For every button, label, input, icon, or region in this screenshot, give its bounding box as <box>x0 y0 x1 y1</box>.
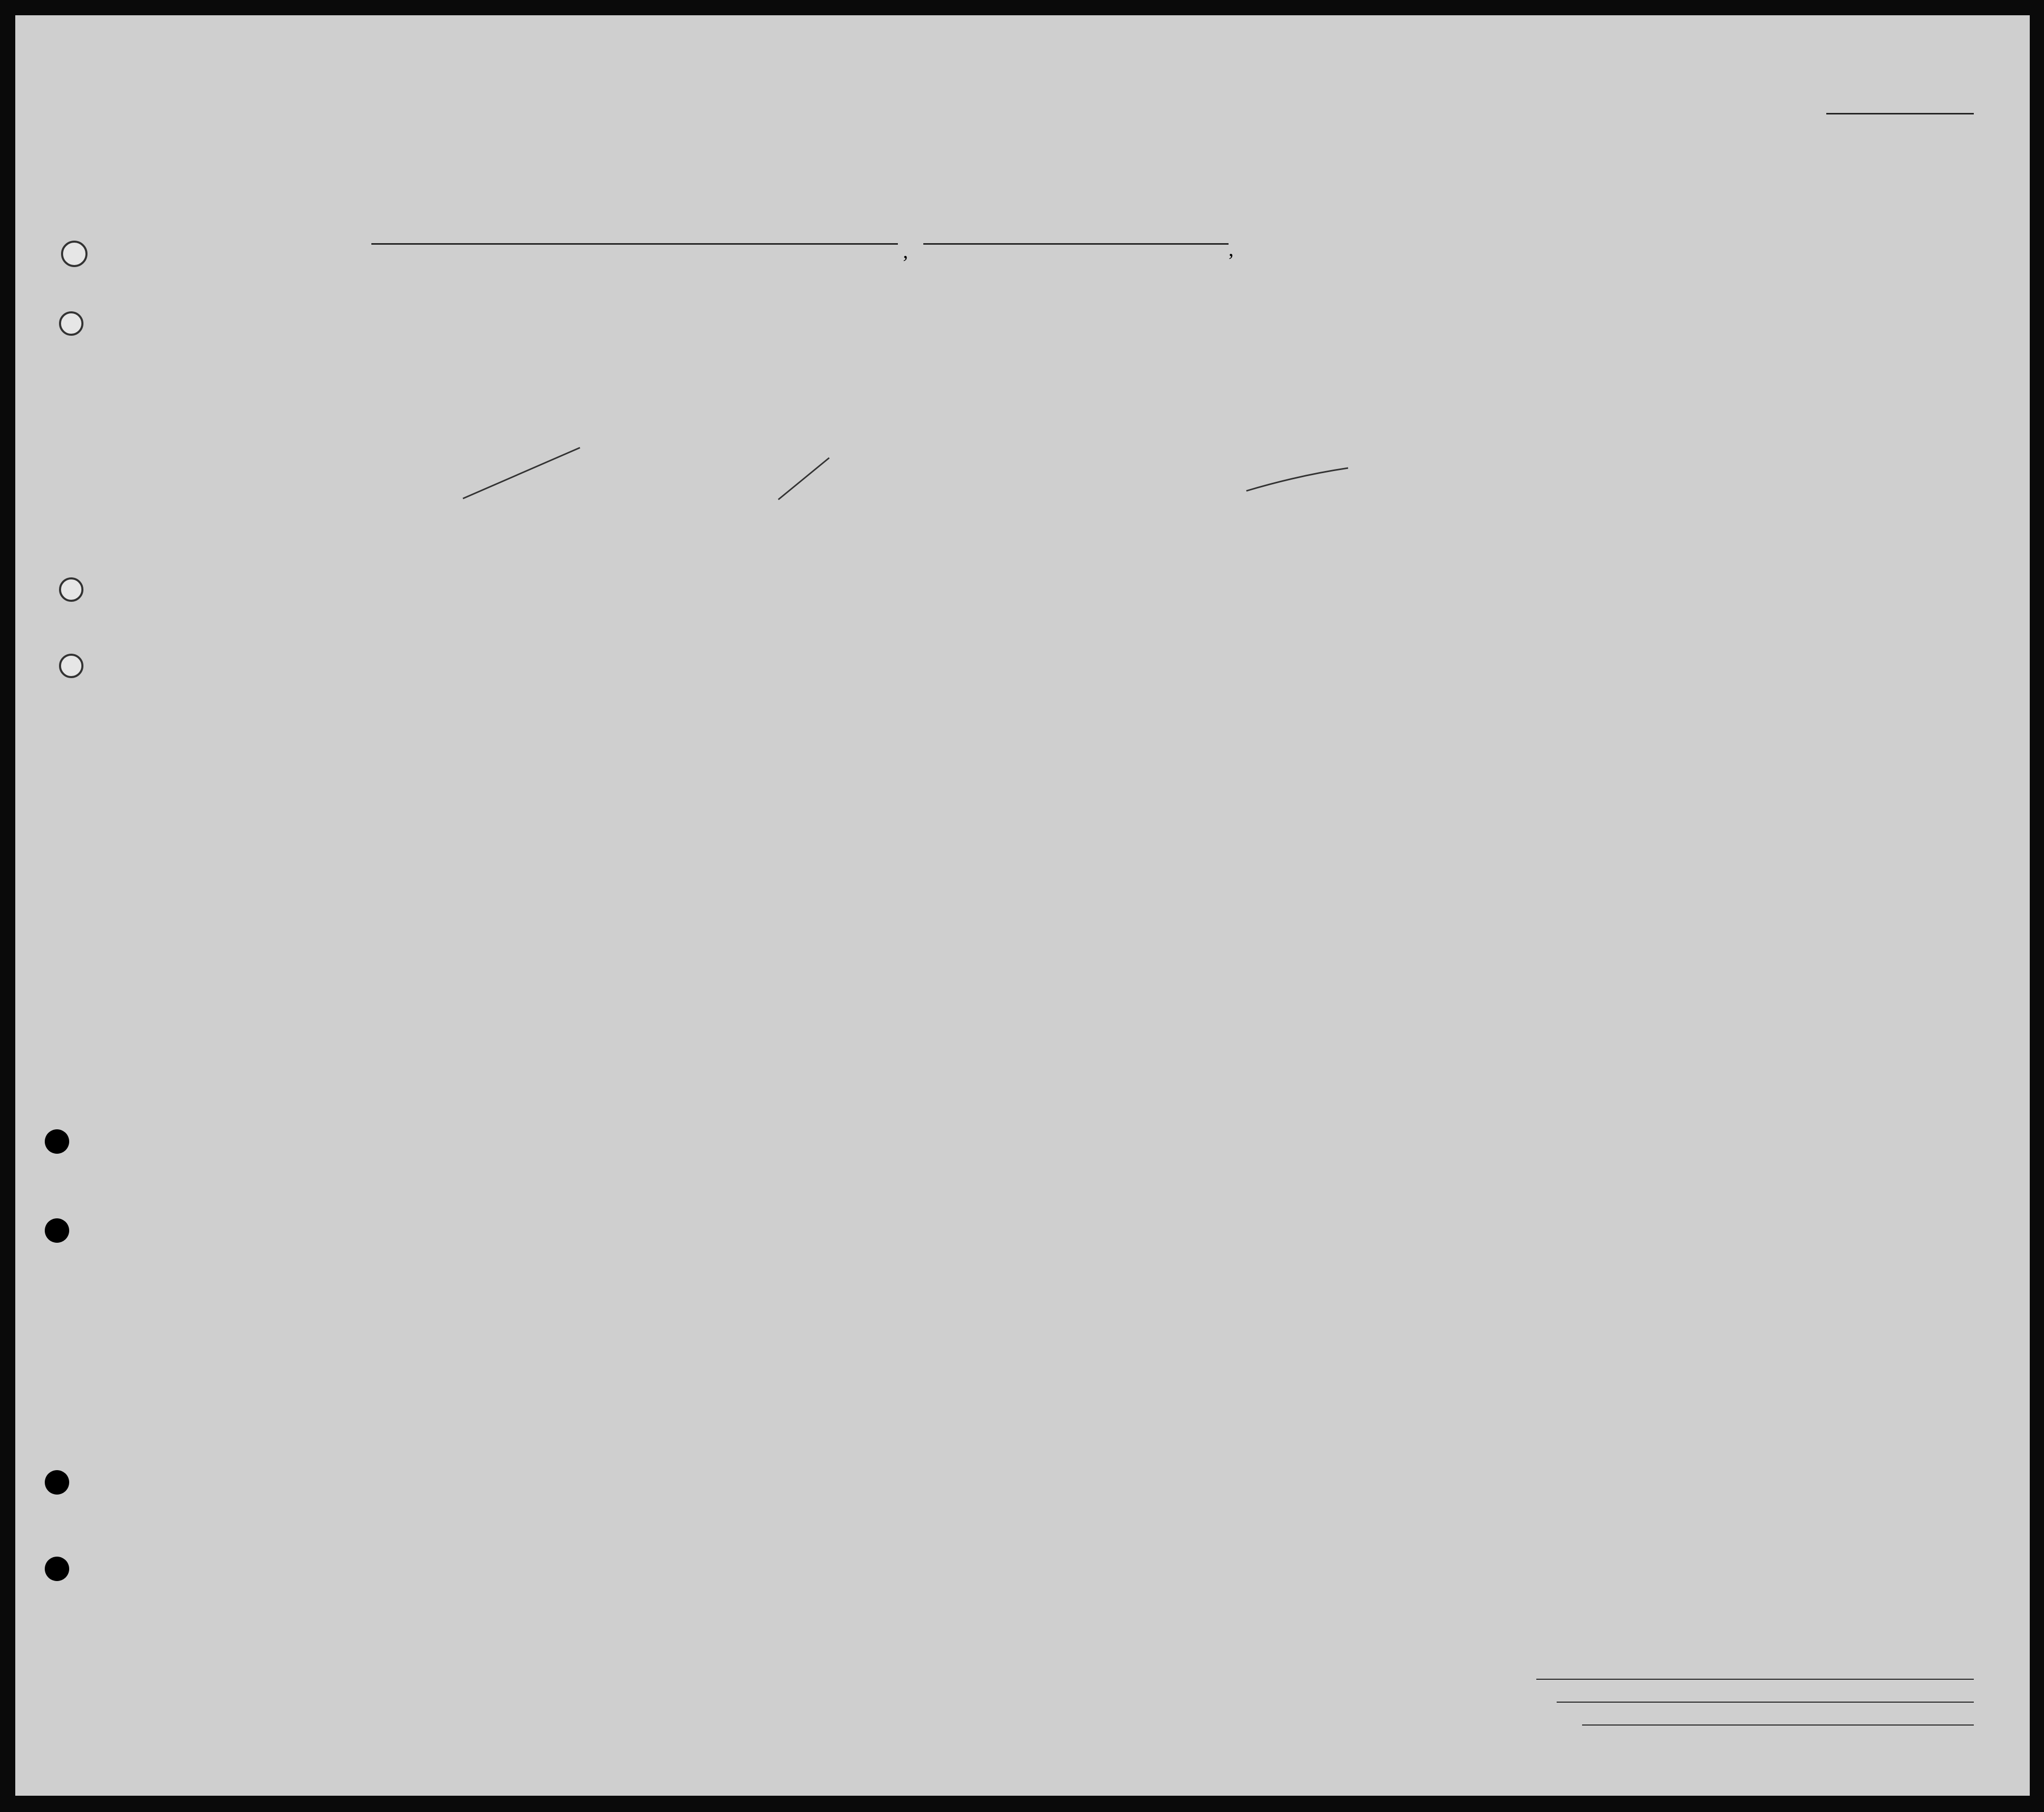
punch-hole <box>59 654 83 678</box>
punch-hole <box>45 1129 69 1154</box>
punch-hole <box>45 1470 69 1495</box>
punch-hole <box>59 577 83 602</box>
punch-hole <box>45 1218 69 1243</box>
handwritten-strokes <box>15 15 2030 524</box>
agents-field <box>1582 1725 1974 1726</box>
line-field <box>1536 1679 1974 1680</box>
punch-hole <box>45 1557 69 1581</box>
punch-hole <box>59 311 83 336</box>
punch-hole <box>61 241 87 267</box>
owners-field <box>1557 1702 1974 1703</box>
manifest-sheet: , , <box>15 15 2030 1796</box>
